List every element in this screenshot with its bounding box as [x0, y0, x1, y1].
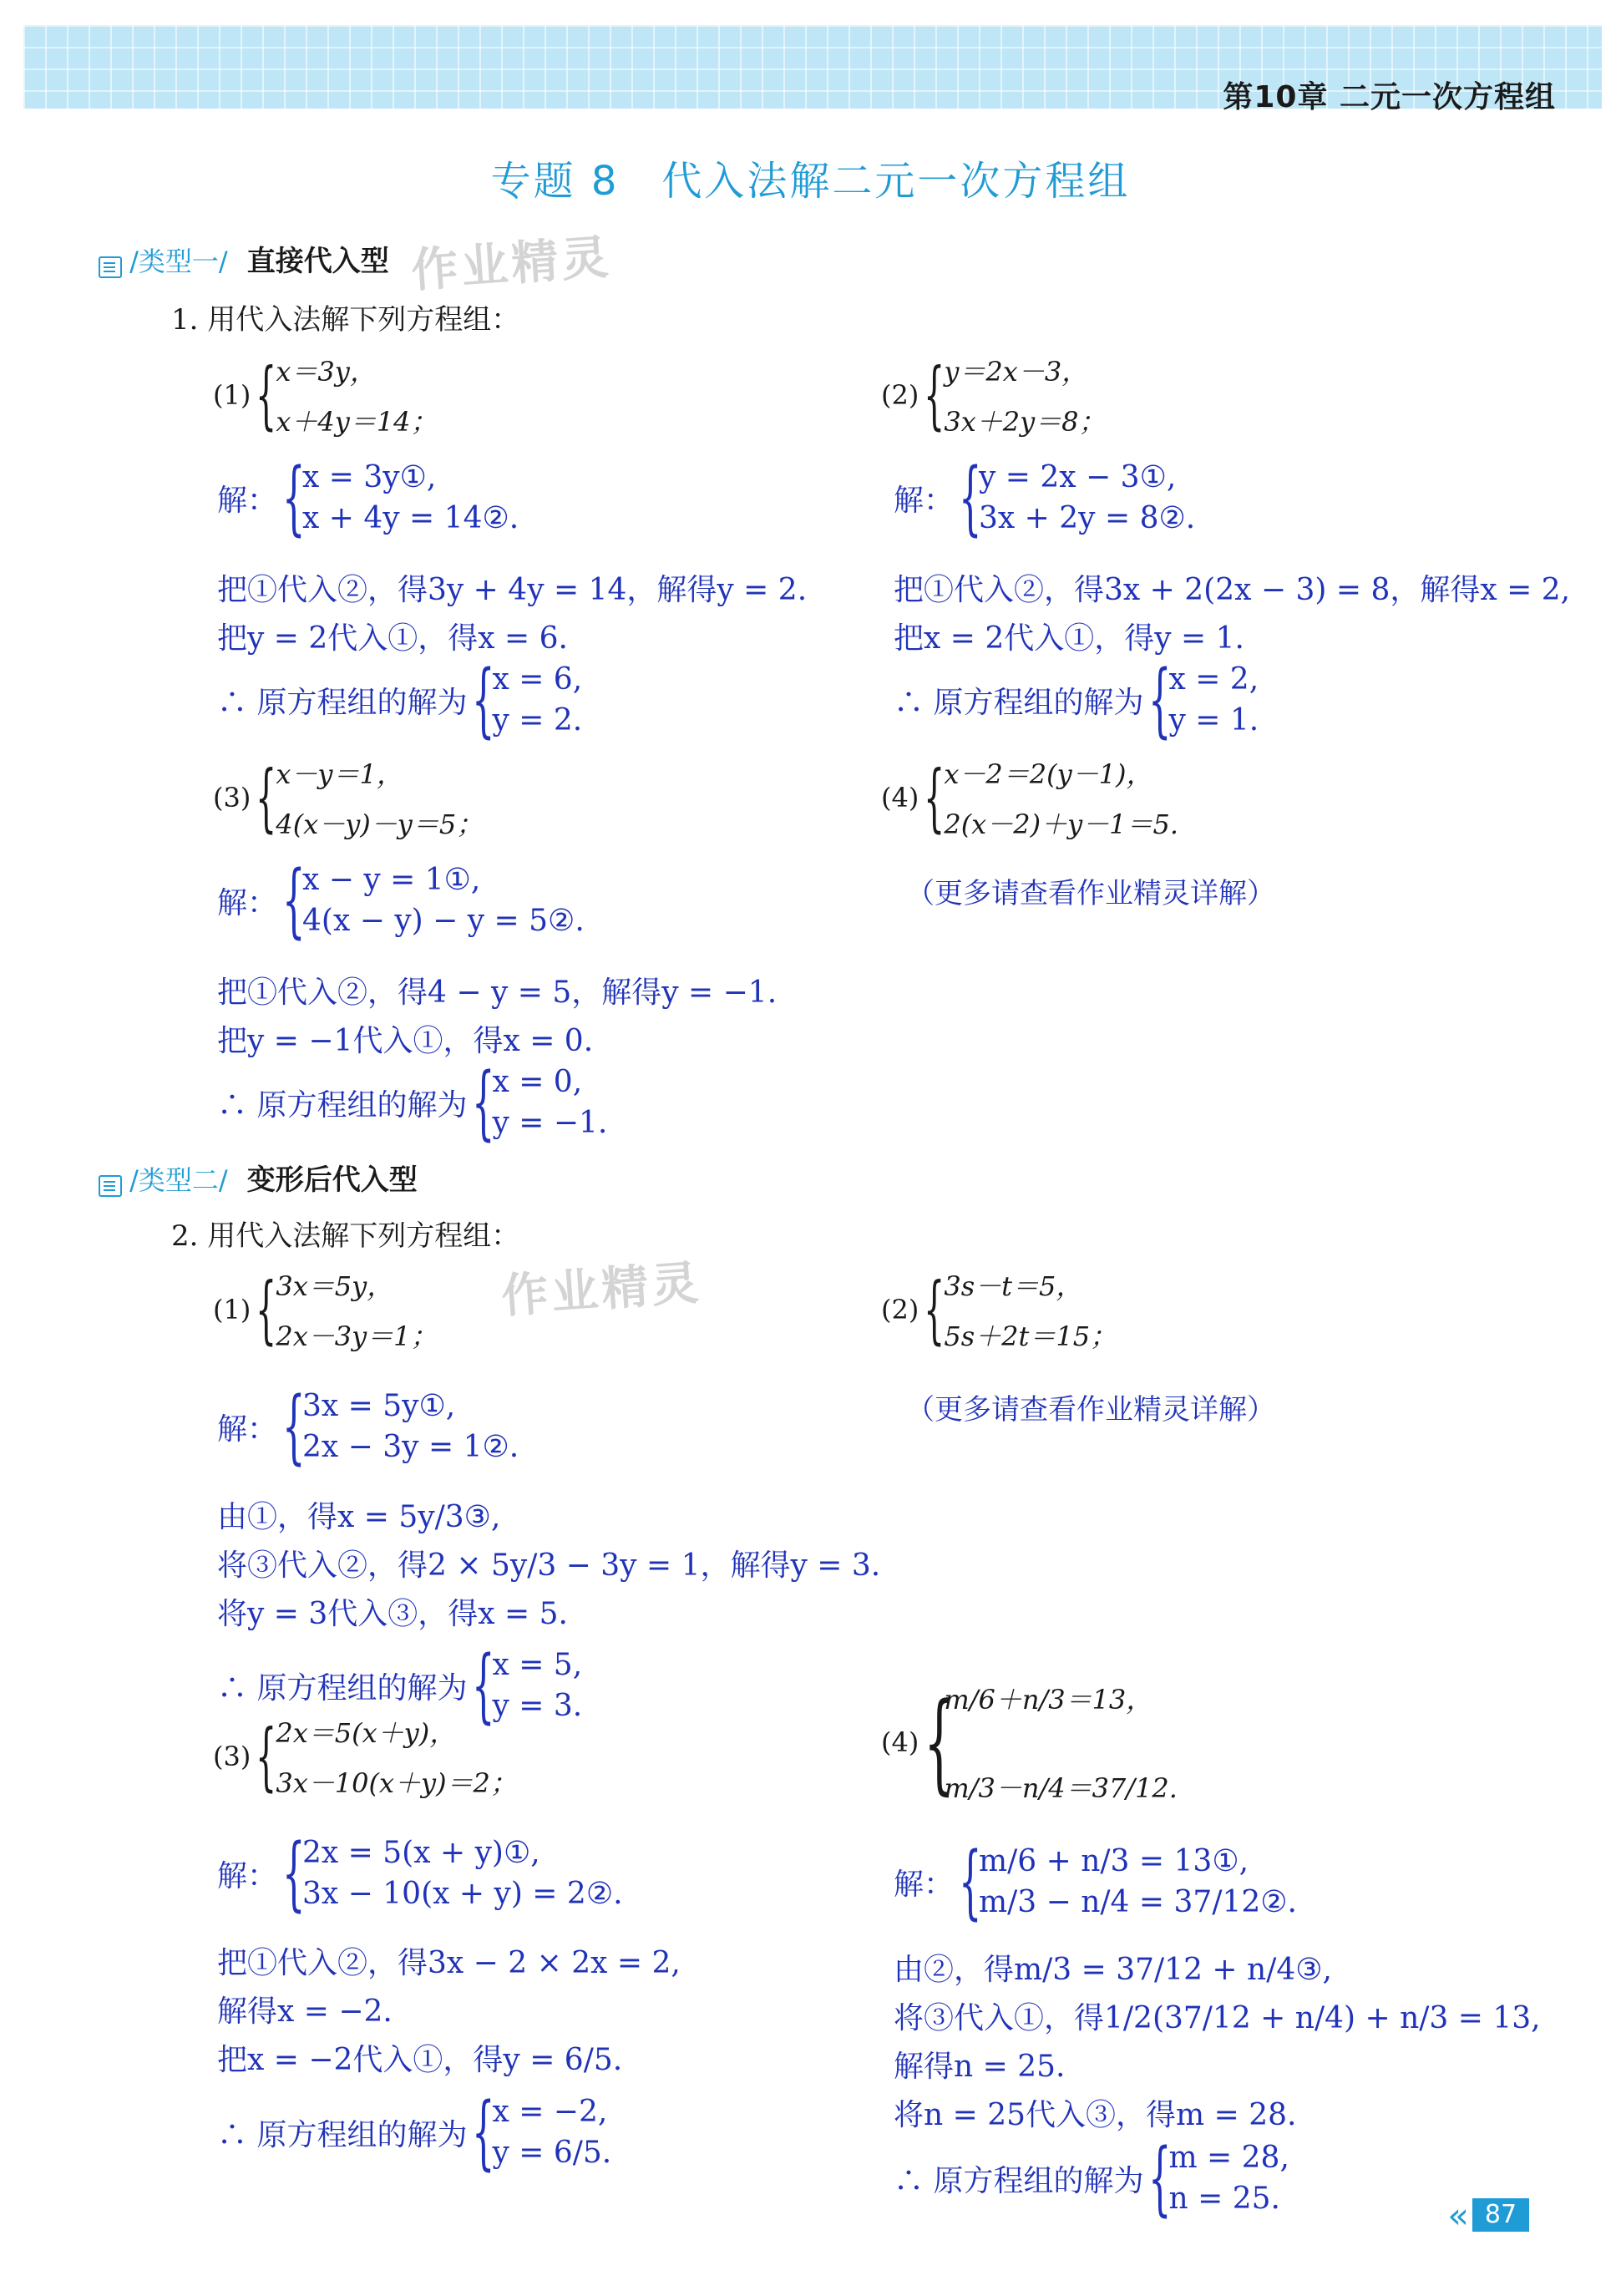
q1-stem: 1. 用代入法解下列方程组： [171, 303, 520, 337]
q2-p4-step4: 将n = 25代入③，得m = 28. [894, 2098, 1297, 2132]
type1-tag: /类型一/ [129, 246, 228, 277]
q2-p3-system: (3) { 2x＝5(x＋y)， 3x－10(x＋y)＝2； [213, 1713, 517, 1799]
q1-p4-system: (4) { x－2＝2(y－1)， 2(x－2)＋y－1＝5. [881, 754, 1179, 840]
document-icon [99, 256, 122, 278]
type1-heading [99, 238, 389, 279]
type2-tag: /类型二/ [129, 1164, 228, 1196]
q1-p1-step1: 把①代入②，得3y + 4y = 14，解得y = 2. [217, 573, 808, 607]
q1-p1-solution-system: 解： { x = 3y①, x + 4y = 14②. [217, 451, 519, 545]
double-chevron-left-icon: « [1447, 2195, 1469, 2236]
q2-p2-system: (2) { 3s－t＝5， 5s＋2t＝15； [881, 1266, 1117, 1352]
q1-p2-step1: 把①代入②，得3x + 2(2x − 3) = 8，解得x = 2, [894, 573, 1571, 607]
q2-p4-step2: 将③代入①，得1/2(37/12 + n/4) + n/3 = 13, [894, 2001, 1541, 2035]
q2-p3-step1: 把①代入②，得3x − 2 × 2x = 2, [217, 1946, 681, 1980]
q1-p3-step1: 把①代入②，得4 − y = 5，解得y = −1. [217, 976, 778, 1010]
q1-p3-system: (3) { x－y＝1， 4(x－y)－y＝5； [213, 754, 484, 840]
q1-p2-conclusion: ∴ 原方程组的解为 { x = 2, y = 1. [894, 653, 1259, 747]
page-title: 专题 8 代入法解二元一次方程组 [490, 158, 1131, 205]
q2-p4-solution-system: 解： { m/6 + n/3 = 13①, m/3 − n/4 = 37/12②. [894, 1835, 1297, 1929]
watermark: 作业精灵 [499, 1255, 704, 1325]
type2-heading [99, 1157, 418, 1198]
q2-p1-step2: 将③代入②，得2 × 5y/3 − 3y = 1，解得y = 3. [217, 1548, 881, 1583]
q2-p4-step1: 由②，得m/3 = 37/12 + n/4③, [894, 1953, 1332, 1987]
document-icon [99, 1175, 122, 1197]
q2-p3-solution-system: 解： { 2x = 5(x + y)①, 3x − 10(x + y) = 2②. [217, 1827, 623, 1920]
q2-p1-step3: 将y = 3代入③，得x = 5. [217, 1597, 568, 1631]
q2-p4-conclusion: ∴ 原方程组的解为 { m = 28, n = 25. [894, 2131, 1289, 2225]
q2-stem: 2. 用代入法解下列方程组： [171, 1219, 520, 1253]
q2-p3-conclusion: ∴ 原方程组的解为 { x = −2, y = 6/5. [217, 2086, 612, 2179]
q1-p3-solution-system: 解： { x − y = 1①, 4(x − y) − y = 5②. [217, 854, 585, 947]
q2-p3-step2: 解得x = −2. [217, 1994, 393, 2029]
q1-p3-conclusion: ∴ 原方程组的解为 { x = 0, y = −1. [217, 1056, 608, 1149]
q2-p1-conclusion: ∴ 原方程组的解为 { x = 5, y = 3. [217, 1639, 583, 1732]
q1-p4-note: （更多请查看作业精灵详解） [906, 877, 1275, 910]
q2-p2-note: （更多请查看作业精灵详解） [906, 1393, 1275, 1427]
q1-p2-step2: 把x = 2代入①，得y = 1. [894, 621, 1244, 656]
q2-p1-step1: 由①，得x = 5y/3③, [217, 1500, 501, 1534]
q2-p1-system: (1) { 3x＝5y， 2x－3y＝1； [213, 1266, 438, 1352]
q1-p1-conclusion: ∴ 原方程组的解为 { x = 6, y = 2. [217, 653, 583, 747]
q1-p1-system: (1) { x＝3y， x＋4y＝14； [213, 352, 438, 438]
q1-p2-system: (2) { y＝2x－3， 3x＋2y＝8； [881, 352, 1106, 438]
q2-p3-step3: 把x = −2代入①，得y = 6/5. [217, 2043, 623, 2077]
type1-name: 直接代入型 [246, 245, 389, 278]
q1-p3-step2: 把y = −1代入①，得x = 0. [217, 1024, 594, 1058]
q1-p2-solution-system: 解： { y = 2x − 3①, 3x + 2y = 8②. [894, 451, 1196, 545]
page-number: 87 [1472, 2198, 1529, 2232]
type2-name: 变形后代入型 [246, 1163, 418, 1197]
chapter-title: 第10章 二元一次方程组 [1223, 80, 1556, 114]
q2-p1-solution-system: 解： { 3x = 5y①, 2x − 3y = 1②. [217, 1380, 519, 1473]
q1-p1-step2: 把y = 2代入①，得x = 6. [217, 621, 568, 656]
q2-p4-system: (4) { m/6＋n/3＝13， m/3－n/4＝37/12. [881, 1679, 1178, 1806]
watermark: 作业精灵 [409, 230, 614, 299]
q2-p4-step3: 解得n = 25. [894, 2050, 1066, 2084]
